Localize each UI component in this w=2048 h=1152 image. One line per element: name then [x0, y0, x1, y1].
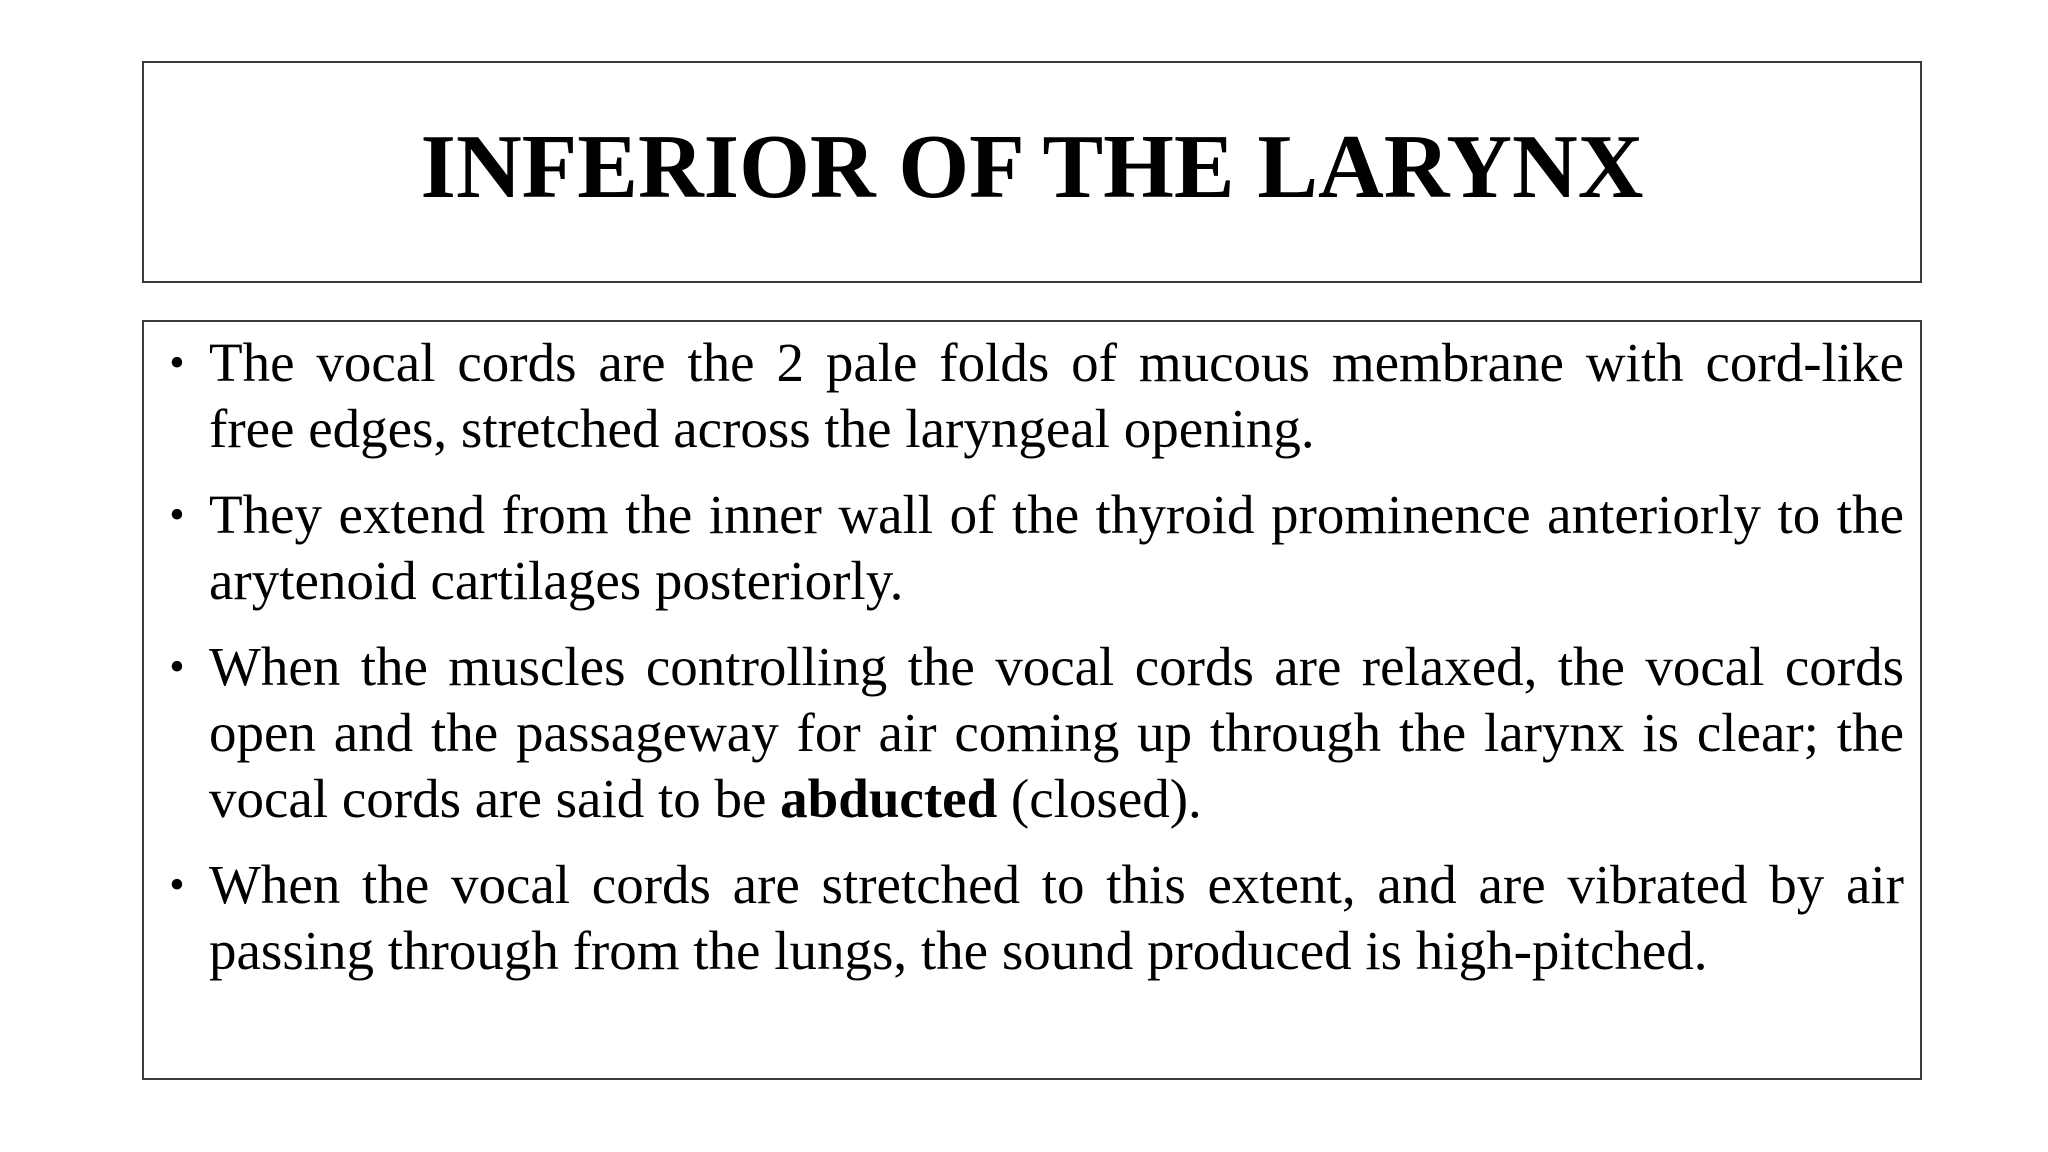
bullet-item — [157, 482, 1904, 614]
slide-title: INFERIOR OF THE LARYNX — [420, 115, 1644, 217]
bullet-icon: • — [169, 490, 185, 539]
bullet-bold-term: abducted — [780, 768, 998, 829]
bullet-item — [157, 634, 1904, 832]
bullet-icon: • — [169, 642, 185, 691]
bullet-icon: • — [169, 338, 185, 387]
bullet-icon: • — [169, 860, 185, 909]
bullet-text: The vocal cords are the 2 pale folds of mucous membrane with cord-like free edges, stretched across the laryngeal opening. — [209, 332, 1904, 459]
bullet-text: When the vocal cords are stretched to this extent, and are vibrated by air passing through from the lungs, the sound produced is high-pitched. — [209, 854, 1904, 981]
bullet-item — [157, 852, 1904, 984]
bullet-item — [157, 330, 1904, 462]
title-box — [142, 61, 1922, 283]
content-box — [142, 320, 1922, 1080]
bullet-text-after: (closed). — [997, 768, 1202, 829]
bullet-text: They extend from the inner wall of the thyroid prominence anteriorly to the arytenoid cartilages posteriorly. — [209, 484, 1904, 611]
bullet-text-before: When the muscles controlling the vocal cords are relaxed, the vocal cords open and the passageway for air coming up through the larynx is clear; the vocal cords are said to be — [209, 636, 1904, 829]
bullet-list — [157, 330, 1904, 984]
